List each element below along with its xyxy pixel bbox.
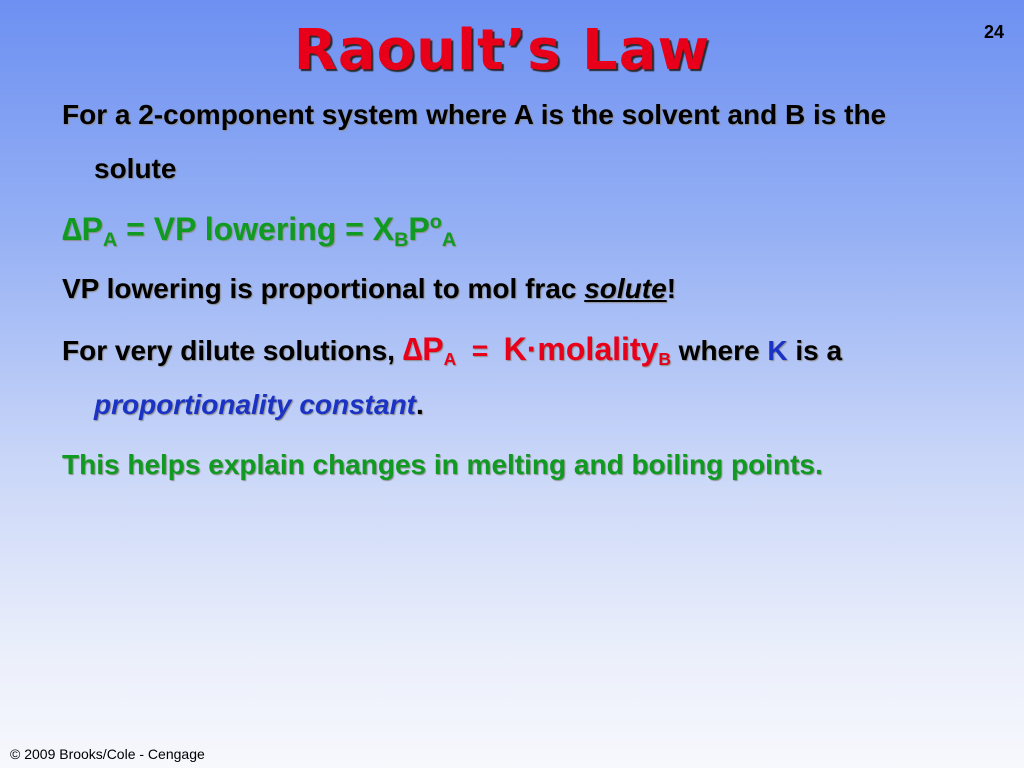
- paragraph-proportional: VP lowering is proportional to mol frac solute!: [62, 273, 677, 304]
- copyright-footer: © 2009 Brooks/Cole - Cengage: [10, 746, 205, 762]
- delta-symbol: ∆: [62, 211, 82, 247]
- equation-vp-lowering: $\Delta P_A$ = VP lowering = $X_BP^o_A$: [62, 211, 457, 251]
- slide-title: Raoult’s Law: [293, 18, 711, 83]
- paragraph-melting-boiling: This helps explain changes in melting and boiling points.: [62, 449, 823, 480]
- paragraph-dilute-solutions: For very dilute solutions, $\Delta P_A$ = K·molality$_B$ where K is a proportionality constant.: [62, 331, 843, 420]
- slide-body: [62, 88, 962, 492]
- proportionality-constant: proportionality constant: [94, 389, 416, 420]
- slide-number: 24: [983, 22, 1004, 42]
- paragraph-system-definition: For a 2-component system where A is the solvent and B is the solute: [62, 99, 887, 184]
- solute-emphasis: solute: [584, 273, 667, 304]
- k-molality: K·molality: [503, 331, 659, 367]
